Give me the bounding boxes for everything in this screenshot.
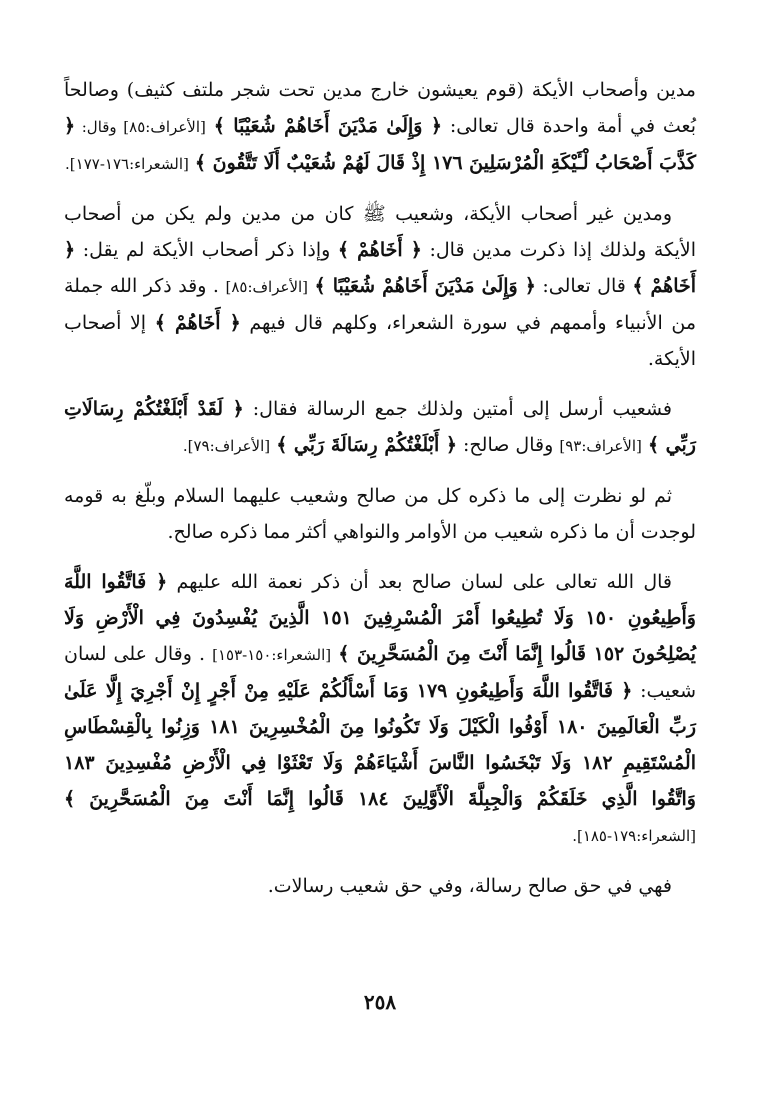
quran-verse: ﴿ أَخَاهُمْ ﴾ (337, 239, 422, 261)
verse-reference: [الشعراء:١٥٠-١٥٣] (212, 646, 332, 664)
verse-reference: [الأعراف:٩٣] (559, 437, 642, 455)
text-segment: وإذا ذكر أصحاب الأيكة لم يقل: (75, 239, 331, 261)
text-segment: قال الله تعالى على لسان صالح بعد أن ذكر نعمة الله عليهم (167, 571, 672, 593)
text-segment: إلا أصحاب الأيكة. (64, 312, 696, 370)
verse-reference: [الأعراف:٨٥] وقال: (75, 118, 206, 136)
page-number: ٢٥٨ (363, 990, 397, 1014)
quran-verse: ﴿ فَاتَّقُوا اللَّهَ وَأَطِيعُونِ ١٧٩ وَمَا أَسْأَلُكُمْ عَلَيْهِ مِنْ أَجْرٍ إِنْ أَجْرِيَ إِلَّا عَلَىٰ رَبِّ الْعَالَمِينَ ١٨٠ أَوْفُوا الْكَيْلَ وَلَا تَكُونُوا مِنَ الْمُخْسِرِينَ ١٨١ وَزِنُوا بِالْقِسْطَاسِ الْمُسْتَقِيمِ ١٨٢ وَلَا تَبْخَسُوا النَّاسَ أَشْيَاءَهُمْ وَلَا تَعْثَوْا فِي الْأَرْضِ مُفْسِدِينَ ١٨٣ وَاتَّقُوا الَّذِي خَلَقَكُمْ وَالْجِبِلَّةَ الْأَوَّلِينَ ١٨٤ قَالُوا إِنَّمَا أَنْتَ مِنَ الْمُسَحَّرِينَ ﴾ (64, 680, 696, 810)
paragraph-6 (64, 868, 696, 904)
quran-verse: ﴿ لَقَدْ أَبْلَغْتُكُمْ رِسَالَاتِ رَبِّي ﴾ (64, 398, 696, 456)
text-segment: مدين وأصحاب الأيكة (قوم يعيشون خارج مدين تحت شجر ملتف كثيف) وصالحاً بُعث في أمة واحدة قال تعالى: (64, 79, 697, 137)
paragraph-1 (64, 72, 696, 182)
verse-reference: [الشعراء:١٧٩-١٨٥]. (572, 827, 696, 845)
paragraph-3 (64, 391, 696, 464)
text-segment: . وقد ذكر الله جملة من الأنبياء وأممهم في سورة الشعراء، وكلهم قال فيهم (64, 275, 697, 334)
paragraph-5 (64, 564, 696, 854)
text-segment: ومدين غير أصحاب الأيكة، وشعيب ﷺ كان من مدين ولم يكن من أصحاب الأيكة ولذلك إذا ذكرت مدين قال: (64, 203, 697, 261)
text-segment: قال تعالى: (535, 275, 626, 297)
page-body (64, 72, 696, 918)
quran-verse: ﴿ أَبْلَغْتُكُمْ رِسَالَةَ رَبِّي ﴾ (276, 434, 457, 456)
verse-reference: [الأعراف:٨٥] (225, 278, 309, 296)
quran-verse: ﴿ وَإِلَىٰ مَدْيَنَ أَخَاهُمْ شُعَيْبًا ﴾ (213, 115, 443, 137)
quran-verse: ﴿ فَاتَّقُوا اللَّهَ وَأَطِيعُونِ ١٥٠ وَلَا تُطِيعُوا أَمْرَ الْمُسْرِفِينَ ١٥١ الَّذِينَ يُفْسِدُونَ فِي الْأَرْضِ وَلَا يُصْلِحُونَ ١٥٢ قَالُوا إِنَّمَا أَنْتَ مِنَ الْمُسَحَّرِينَ ﴾ (64, 571, 696, 665)
paragraph-4 (64, 478, 696, 550)
quran-verse: ﴿ كَذَّبَ أَصْحَابُ لْـَٔيْكَةِ الْمُرْسَلِينَ ١٧٦ إِذْ قَالَ لَهُمْ شُعَيْبٌ أَلَا تَتَّقُونَ ﴾ (64, 115, 696, 174)
quran-verse: ﴿ وَإِلَىٰ مَدْيَنَ أَخَاهُمْ شُعَيْبًا ﴾ (314, 275, 536, 297)
verse-reference: [الشعراء:١٧٦-١٧٧]. (65, 155, 189, 173)
text-segment: . وقال على لسان شعيب: (64, 643, 697, 702)
text-segment: وقال صالح: (456, 434, 554, 456)
text-segment: فشعيب أرسل إلى أمتين ولذلك جمع الرسالة فقال: (243, 398, 672, 420)
verse-reference: [الأعراف:٧٩]. (182, 437, 271, 455)
quran-verse: ﴿ أَخَاهُمْ ﴾ (154, 312, 241, 334)
quran-verse: ﴿ أَخَاهُمْ ﴾ (64, 239, 697, 297)
text-segment: فهي في حق صالح رسالة، وفي حق شعيب رسالات. (267, 875, 672, 897)
text-segment: ثم لو نظرت إلى ما ذكره كل من صالح وشعيب عليهما السلام وبلّغ به قومه لوجدت أن ما ذكره شعيب من الأوامر والنواهي أكثر مما ذكره صالح. (64, 485, 696, 543)
paragraph-2 (64, 196, 696, 377)
